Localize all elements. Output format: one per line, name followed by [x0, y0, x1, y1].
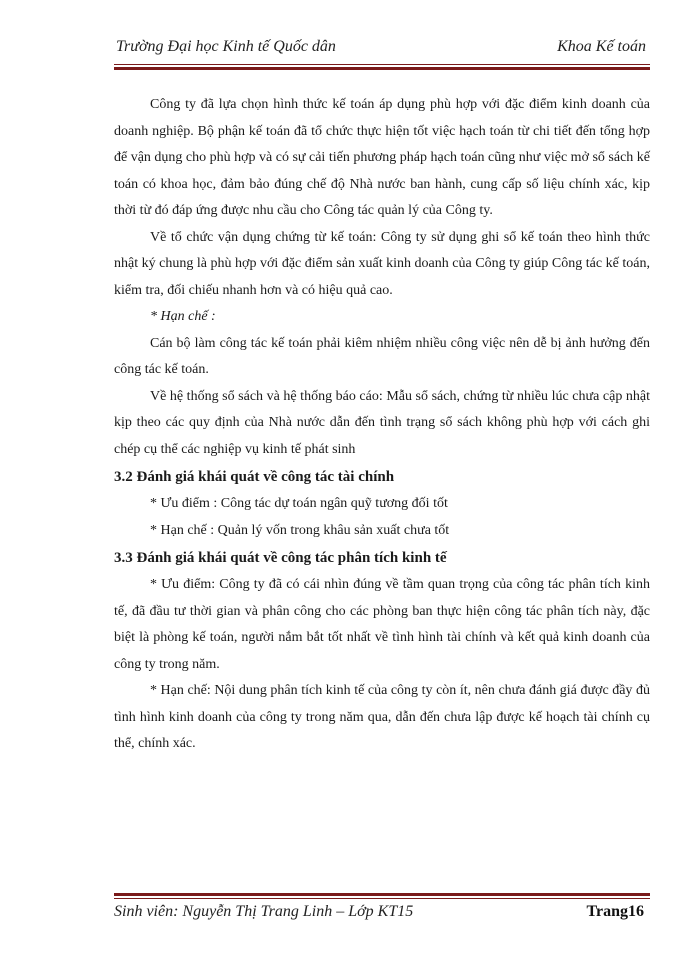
section-3-3-heading: 3.3 Đánh giá khái quát về công tác phân tích kinh tế — [114, 550, 447, 566]
page-footer — [114, 903, 650, 927]
header-faculty: Khoa Kế toán — [557, 38, 646, 55]
section-3-3-uu-diem: * Ưu điểm: Công ty đã có cái nhìn đúng về tầm quan trọng của công tác phân tích kinh tế, đã đầu tư thời gian và phân công cho các phòng ban thực hiện công tác phân tích này, đặc biệt là phòng kế toán, người nắm bắt tốt nhất về tình hình tài chính và kết quả kinh doanh của công ty trong năm. — [114, 577, 650, 672]
footer-rule-thin — [114, 898, 650, 899]
han-che-label: * Hạn chế : — [150, 309, 216, 324]
page-content — [114, 92, 650, 758]
header-rule-thick — [114, 67, 650, 70]
footer-student: Sinh viên: Nguyễn Thị Trang Linh – Lớp KT15 — [114, 903, 414, 920]
paragraph-1: Công ty đã lựa chọn hình thức kế toán áp dụng phù hợp với đặc điểm kinh doanh của doanh nghiệp. Bộ phận kế toán đã tổ chức thực hiện tốt việc hạch toán từ chi tiết đến tổng hợp để vận dụng cho phù hợp và có sự cải tiến phương pháp hạch toán cũng như việc mở sổ sách kế toán có khoa học, đảm bảo đúng chế độ Nhà nước ban hành, cung cấp số liệu chính xác, kịp thời từ đó đáp ứng được nhu cầu cho Công tác quản lý của Công ty. — [114, 97, 651, 218]
section-3-2-uu-diem: * Ưu điểm : Công tác dự toán ngân quỹ tương đối tốt — [150, 496, 448, 511]
section-3-2-heading: 3.2 Đánh giá khái quát về công tác tài chính — [114, 469, 395, 485]
page-number: Trang16 — [586, 903, 644, 920]
header-rule-thin — [114, 64, 650, 65]
section-3-2-han-che: * Hạn chế : Quản lý vốn trong khâu sản xuất chưa tốt — [150, 522, 450, 538]
paragraph-3: Cán bộ làm công tác kế toán phải kiêm nhiệm nhiều công việc nên dễ bị ảnh hưởng đến công tác kế toán. — [114, 335, 650, 377]
header-university: Trường Đại học Kinh tế Quốc dân — [116, 38, 336, 55]
paragraph-4: Về hệ thống sổ sách và hệ thống báo cáo: Mẫu sổ sách, chứng từ nhiều lúc chưa cập nhật kịp theo các quy định của Nhà nước dẫn đến tình trạng sổ sách không phù hợp với cách ghi chép cụ thể các nghiệp vụ kinh tế phát sinh — [114, 388, 650, 457]
section-3-3-han-che: * Hạn chế: Nội dung phân tích kinh tế của công ty còn ít, nên chưa đánh giá được đầy đủ tình hình kinh doanh của công ty trong năm qua, dẫn đến chưa lập được kế hoạch tài chính cụ thể, chính xác. — [114, 683, 650, 751]
page-header — [116, 38, 646, 62]
footer-rule-thick — [114, 893, 650, 896]
paragraph-2: Về tổ chức vận dụng chứng từ kế toán: Công ty sử dụng ghi sổ kế toán theo hình thức nhật ký chung là phù hợp với đặc điểm sản xuất kinh doanh của Công ty giúp Công tác kế toán, kiểm tra, đối chiếu nhanh hơn và có hiệu quả cao. — [114, 229, 650, 298]
